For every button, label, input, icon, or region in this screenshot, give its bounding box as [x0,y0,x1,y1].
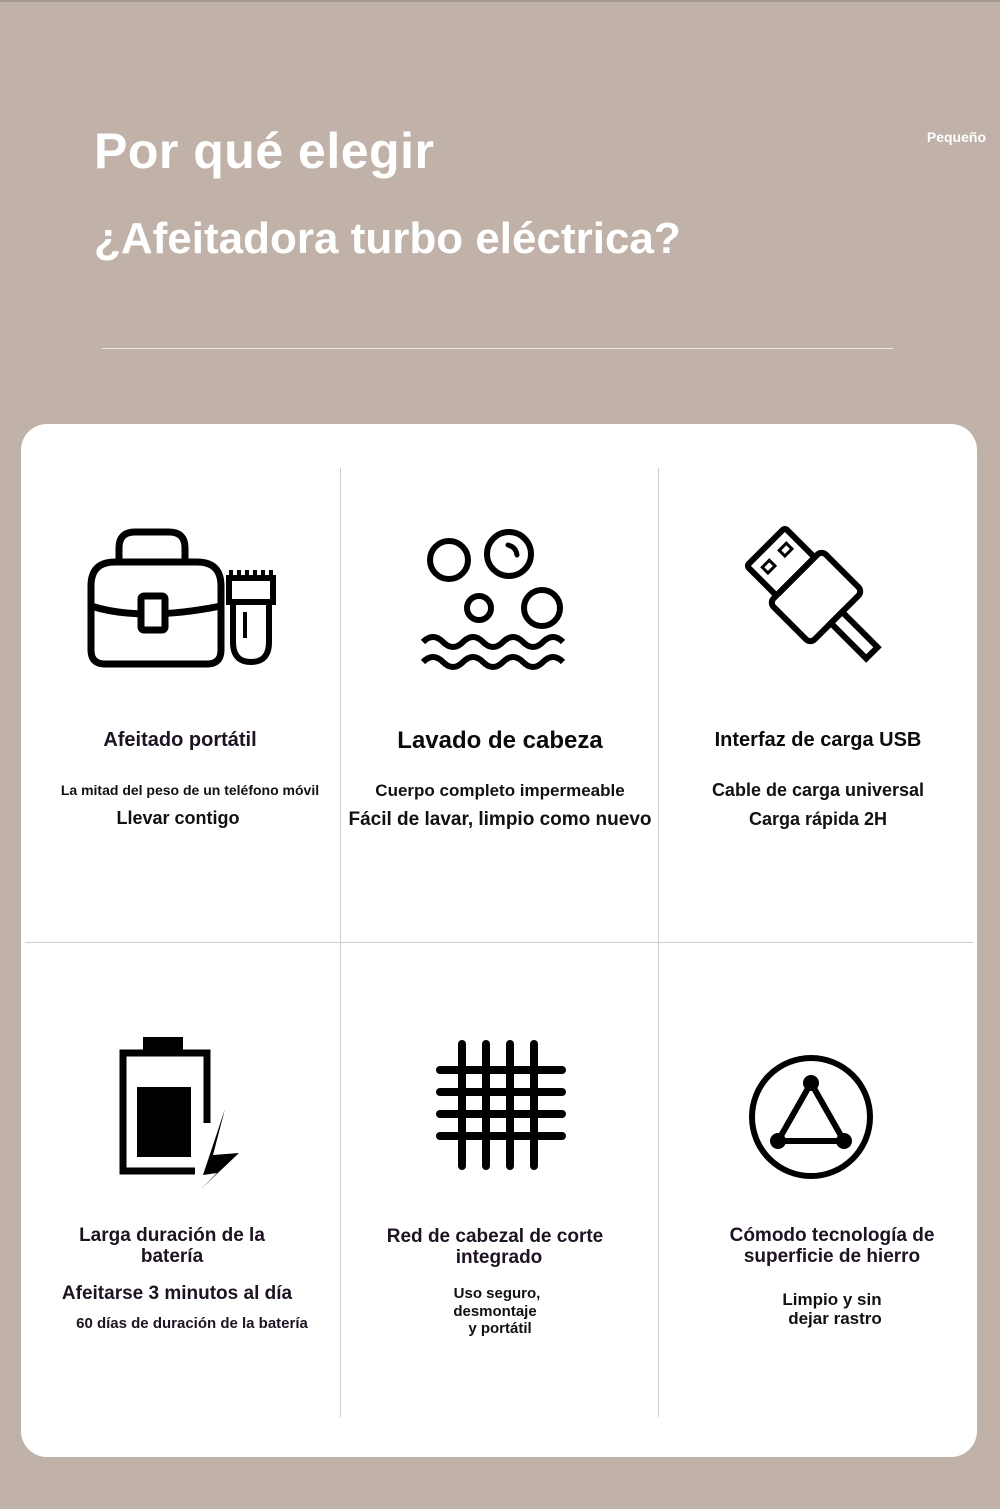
header-divider [102,348,893,349]
feature-title: integrado [455,1247,543,1268]
feature-line: Carga rápida 2H [748,809,888,829]
battery-charging-icon [117,1035,243,1191]
feature-washable [341,424,659,942]
features-card [21,424,977,1457]
feature-line: 60 días de duración de la batería [76,1315,308,1332]
usb-cable-icon [739,520,894,675]
feature-surface [659,943,977,1457]
feature-title: Afeitado portátil [103,729,257,751]
size-tag: Pequeño [926,129,986,145]
top-edge-line [0,0,1000,2]
feature-battery [21,943,339,1457]
feature-portable [21,424,339,942]
feature-line: Afeitarse 3 minutos al día [61,1283,293,1304]
feature-title: Cómodo tecnología de [729,1225,935,1246]
bag-and-trimmer-icon [81,526,281,671]
feature-title: superficie de hierro [743,1246,921,1267]
feature-line: Uso seguro, [453,1285,541,1302]
feature-line: Cable de carga universal [711,780,925,800]
feature-mesh [341,943,659,1457]
feature-line: Fácil de lavar, limpio como nuevo [348,809,652,830]
mesh-grid-icon [436,1040,566,1170]
feature-title: Red de cabezal de corte [386,1226,604,1247]
feature-title: Lavado de cabeza [397,727,603,754]
feature-line: Llevar contigo [116,808,240,828]
feature-line: Limpio y sin [782,1290,882,1309]
page-title-line2: ¿Afeitadora turbo eléctrica? [94,214,681,263]
feature-title: Interfaz de carga USB [714,729,922,751]
feature-line: La mitad del peso de un teléfono móvil [60,782,320,798]
triangle-circle-icon [747,1053,875,1181]
feature-title: Larga duración de la [79,1225,265,1246]
feature-usb [659,424,977,942]
feature-title: batería [140,1246,204,1267]
feature-line: Cuerpo completo impermeable [375,781,625,800]
bubbles-water-icon [419,524,569,676]
feature-line: dejar rastro [788,1309,882,1328]
page-title-line1: Por qué elegir [94,123,435,179]
feature-line: desmontaje [453,1303,537,1320]
feature-line: y portátil [468,1320,532,1337]
